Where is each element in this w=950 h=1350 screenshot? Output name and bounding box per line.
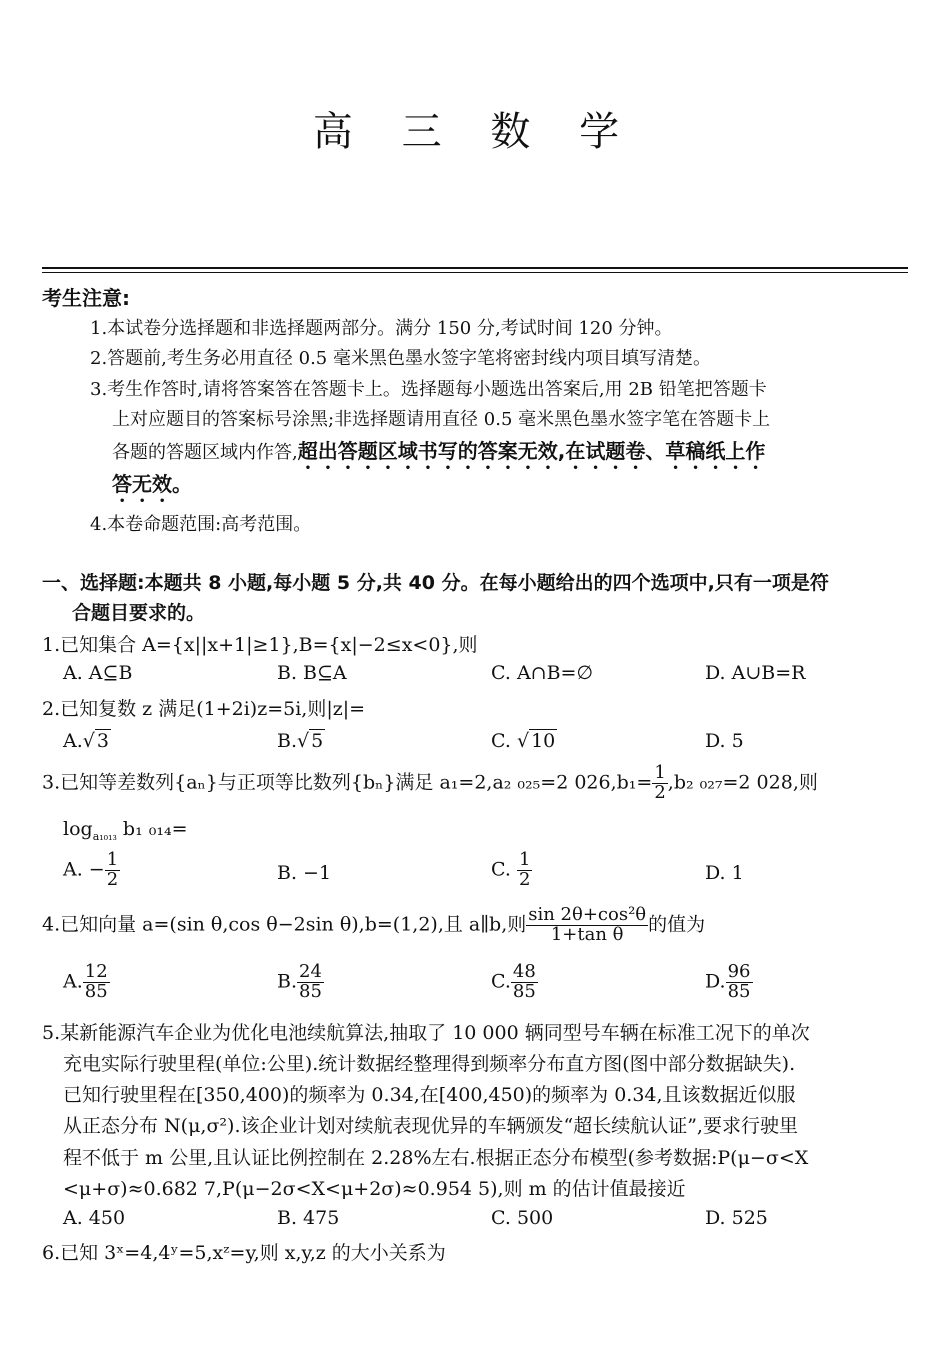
q4-option-a: A. $\frac{12}{85}$	[63, 961, 108, 1002]
q2-option-b: B.√ 5	[277, 730, 324, 752]
q3-option-d: D. 1	[705, 862, 744, 884]
header-rule-thin	[42, 272, 908, 273]
question-6: 6.已知 3ˣ=4,4ʸ=5,xᶻ=y,则 x,y,z 的大小关系为	[42, 1242, 446, 1264]
q3-option-b: B. −1	[277, 862, 332, 884]
q4-option-b: B. $\frac{24}{85}$	[277, 961, 322, 1002]
q5-option-b: B. 475	[277, 1207, 340, 1229]
q5-option-d: D. 525	[705, 1207, 768, 1229]
notice-item-1: 1.本试卷分选择题和非选择题两部分。满分 150 分,考试时间 120 分钟。	[90, 318, 673, 339]
q2-option-a: A.√ 3	[63, 730, 109, 752]
question-3: 3.已知等差数列{aₙ}与正项等比数列{bₙ}满足 a₁=2,a₂ ₀₂₅=2 026,b₁= $\frac{1}{2}$ ,b₂ ₀₂₇=2 028,则	[42, 762, 818, 803]
q2-option-c: C. √ 10	[491, 730, 556, 752]
question-4: 4.已知向量 a=(sin θ,cos θ−2sin θ),b=(1,2),且 a∥b,则 $\frac{\text{sin 2θ+cos²θ}}{\text{1+tan θ}}$ 的值为	[42, 904, 706, 945]
q5-option-c: C. 500	[491, 1207, 554, 1229]
notice-item-3-cont3	[112, 468, 192, 507]
section-heading: 一、选择题:本题共 8 小题,每小题 5 分,共 40 分。在每小题给出的四个选项中,只有一项是符	[42, 572, 829, 594]
question-5-line6: <μ+σ)≈0.682 7,P(μ−2σ<X<μ+2σ)≈0.954 5),则 m 的估计值最接近	[63, 1178, 686, 1200]
header-rule	[42, 267, 908, 269]
q2-option-d: D. 5	[705, 730, 744, 752]
q1-option-c: C. A∩B=∅	[491, 662, 594, 684]
q4-option-d: D. $\frac{96}{85}$	[705, 961, 751, 1002]
notice-item-4: 4.本卷命题范围:高考范围。	[90, 514, 312, 535]
notice-item-2: 2.答题前,考生务必用直径 0.5 毫米黑色墨水签字笔将密封线内项目填写清楚。	[90, 348, 711, 369]
section-heading-cont: 合题目要求的。	[72, 602, 206, 624]
question-5-line3: 已知行驶里程在[350,400)的频率为 0.34,在[400,450)的频率为 0.34,且该数据近似服	[63, 1084, 796, 1106]
question-3-cont: $\log_{a_{1013}} b_1$ ₀₁₄=	[63, 818, 188, 843]
question-1: 1.已知集合 A={x||x+1|≥1},B={x|−2≤x<0},则	[42, 634, 478, 656]
q1-option-d: D. A∪B=R	[705, 662, 806, 684]
notice-emphasis-end: 答无效。	[112, 472, 192, 496]
notice-emphasis: 超出答题区域书写的答案无效,在试题卷、草稿纸上作	[297, 439, 766, 463]
question-5-line2: 充电实际行驶里程(单位:公里).统计数据经整理得到频率分布直方图(图中部分数据缺失).	[63, 1053, 796, 1075]
question-5-line5: 程不低于 m 公里,且认证比例控制在 2.28%左右.根据正态分布模型(参考数据:P(μ−σ<X	[63, 1147, 809, 1169]
notice-plain: 各题的答题区域内作答,	[112, 442, 298, 463]
notice-item-3: 3.考生作答时,请将答案答在答题卡上。选择题每小题选出答案后,用 2B 铅笔把答题卡	[90, 379, 767, 400]
page-title: 高 三 数 学	[312, 109, 638, 155]
q5-option-a: A. 450	[63, 1207, 126, 1229]
q3-option-c: C. $\frac{1}{2}$	[491, 849, 531, 890]
notice-item-3-cont: 上对应题目的答案标号涂黑;非选择题请用直径 0.5 毫米黑色墨水签字笔在答题卡上	[112, 409, 771, 430]
question-5: 5.某新能源汽车企业为优化电池续航算法,抽取了 10 000 辆同型号车辆在标准工况下的单次	[42, 1022, 810, 1044]
notice-heading: 考生注意:	[42, 286, 130, 310]
q1-option-a: A. A⊆B	[63, 662, 133, 684]
q3-option-a: A. − $\frac{1}{2}$	[63, 849, 119, 890]
q1-option-b: B. B⊆A	[277, 662, 347, 684]
question-2: 2.已知复数 z 满足(1+2i)z=5i,则|z|=	[42, 698, 366, 720]
q4-option-c: C. $\frac{48}{85}$	[491, 961, 536, 1002]
notice-item-3-cont2	[112, 435, 765, 474]
question-5-line4: 从正态分布 N(μ,σ²).该企业计划对续航表现优异的车辆颁发“超长续航认证”,要求行驶里	[63, 1115, 798, 1137]
